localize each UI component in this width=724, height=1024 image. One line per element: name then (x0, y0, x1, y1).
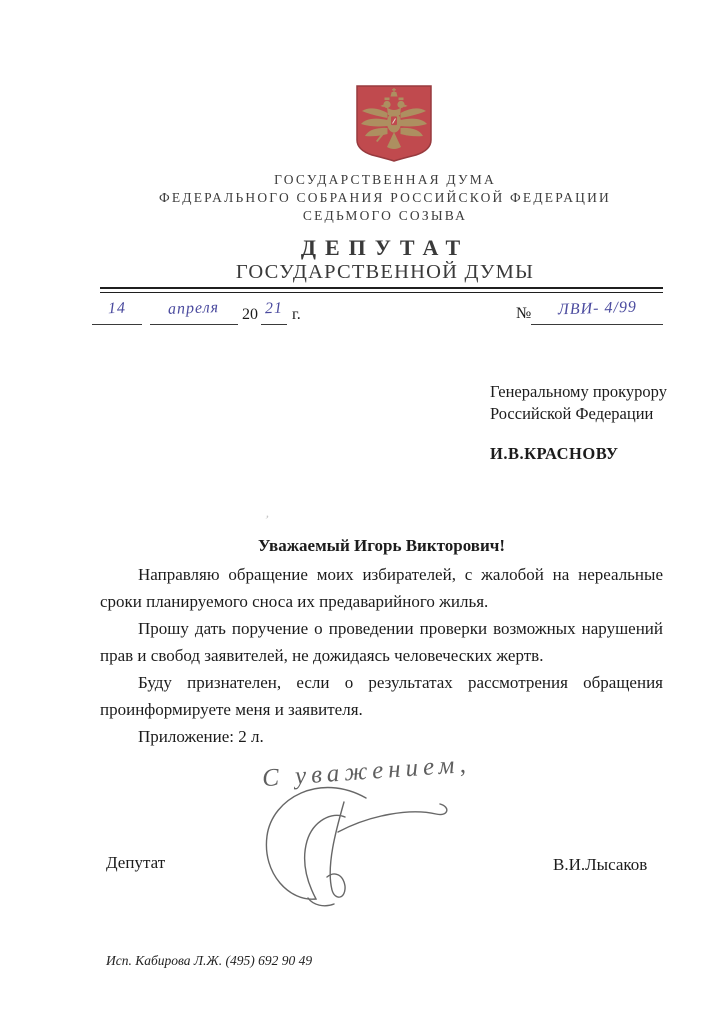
number-sign: № (516, 305, 532, 322)
paragraph-3: Буду признателен, если о результатах рассмотрения обращения проинформируете меня и заявителя. (100, 673, 663, 719)
handwritten-month: апреля (168, 299, 220, 318)
handwritten-day: 14 (107, 299, 127, 318)
signer-name: В.И.Лысаков (553, 855, 648, 874)
paragraph-1: Направляю обращение моих избирателей, с жалобой на нереальные сроки планируемого сноса их предаварийного жилья. (100, 565, 663, 611)
org-name-line2: ФЕДЕРАЛЬНОГО СОБРАНИЯ РОССИЙСКОЙ ФЕДЕРАЦИИ (159, 190, 611, 205)
date-month-field (150, 300, 238, 325)
handwritten-year: 21 (264, 299, 284, 318)
deputy-subtitle: ГОСУДАРСТВЕННОЙ ДУМЫ (235, 261, 535, 283)
double-rule-divider (100, 287, 663, 293)
year-label: г. (292, 306, 301, 323)
signature-scribble (248, 778, 483, 910)
recipient-name: И.В.КРАСНОВУ (490, 444, 619, 463)
org-name-line1: ГОСУДАРСТВЕННАЯ ДУМА (274, 172, 496, 187)
recipient-line1: Генеральному прокурору (490, 382, 667, 401)
letter-body (100, 561, 663, 750)
recipient-line2: Российской Федерации (490, 404, 654, 423)
handwritten-number: ЛВИ- 4/99 (557, 298, 637, 319)
letterhead-header (100, 171, 670, 284)
paragraph-attachment: Приложение: 2 л. (138, 727, 264, 746)
deputy-title: ДЕПУТАТ (300, 235, 470, 260)
year-prefix: 20 (242, 306, 258, 323)
org-name-line3: СЕДЬМОГО СОЗЫВА (302, 208, 468, 223)
letter-number-field (531, 300, 663, 325)
date-day-field (92, 300, 142, 325)
signer-position: Депутат (106, 853, 166, 872)
coat-of-arms-icon (354, 84, 434, 162)
executor-info: Исп. Кабирова Л.Ж. (495) 692 90 49 (106, 953, 313, 968)
salutation: Уважаемый Игорь Викторович! (257, 536, 506, 555)
date-year-field (261, 300, 287, 325)
stray-pen-mark: ’ (261, 511, 271, 528)
recipient-block (490, 381, 667, 465)
paragraph-2: Прошу дать поручение о проведении проверки возможных нарушений прав и свобод заявителей, не дожидаясь человеческих жертв. (100, 619, 663, 665)
handwritten-closing: С уважением, (261, 750, 472, 793)
